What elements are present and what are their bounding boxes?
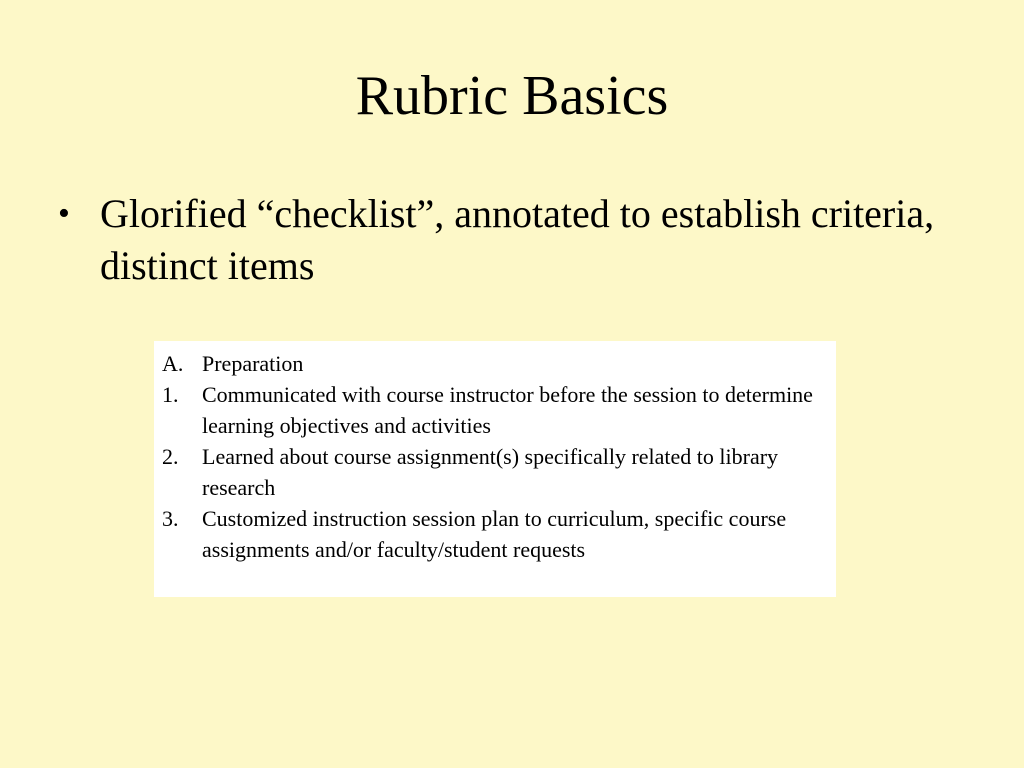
bullet-item xyxy=(58,188,978,292)
rubric-text: Preparation xyxy=(202,351,304,376)
rubric-text: Customized instruction session plan to curriculum, specific course assignments and/or faculty/student requests xyxy=(202,506,787,562)
bullet-list xyxy=(58,188,978,292)
rubric-marker: 2. xyxy=(162,444,179,469)
rubric-criterion xyxy=(162,379,826,441)
slide-title: Rubric Basics xyxy=(355,65,669,127)
rubric-text: Learned about course assignment(s) specifically related to library research xyxy=(202,444,779,500)
bullet-text: Glorified “checklist”, annotated to establish criteria, distinct items xyxy=(100,191,935,288)
rubric-marker: 1. xyxy=(162,382,179,407)
rubric-marker: 3. xyxy=(162,506,179,531)
rubric-marker: A. xyxy=(162,351,184,376)
rubric-section-heading xyxy=(162,348,826,379)
rubric-text: Communicated with course instructor before the session to determine learning objectives and activities xyxy=(202,382,813,438)
rubric-excerpt-box xyxy=(154,341,836,597)
bullet-symbol: • xyxy=(58,195,70,232)
rubric-criterion xyxy=(162,441,826,503)
rubric-criterion xyxy=(162,503,826,565)
